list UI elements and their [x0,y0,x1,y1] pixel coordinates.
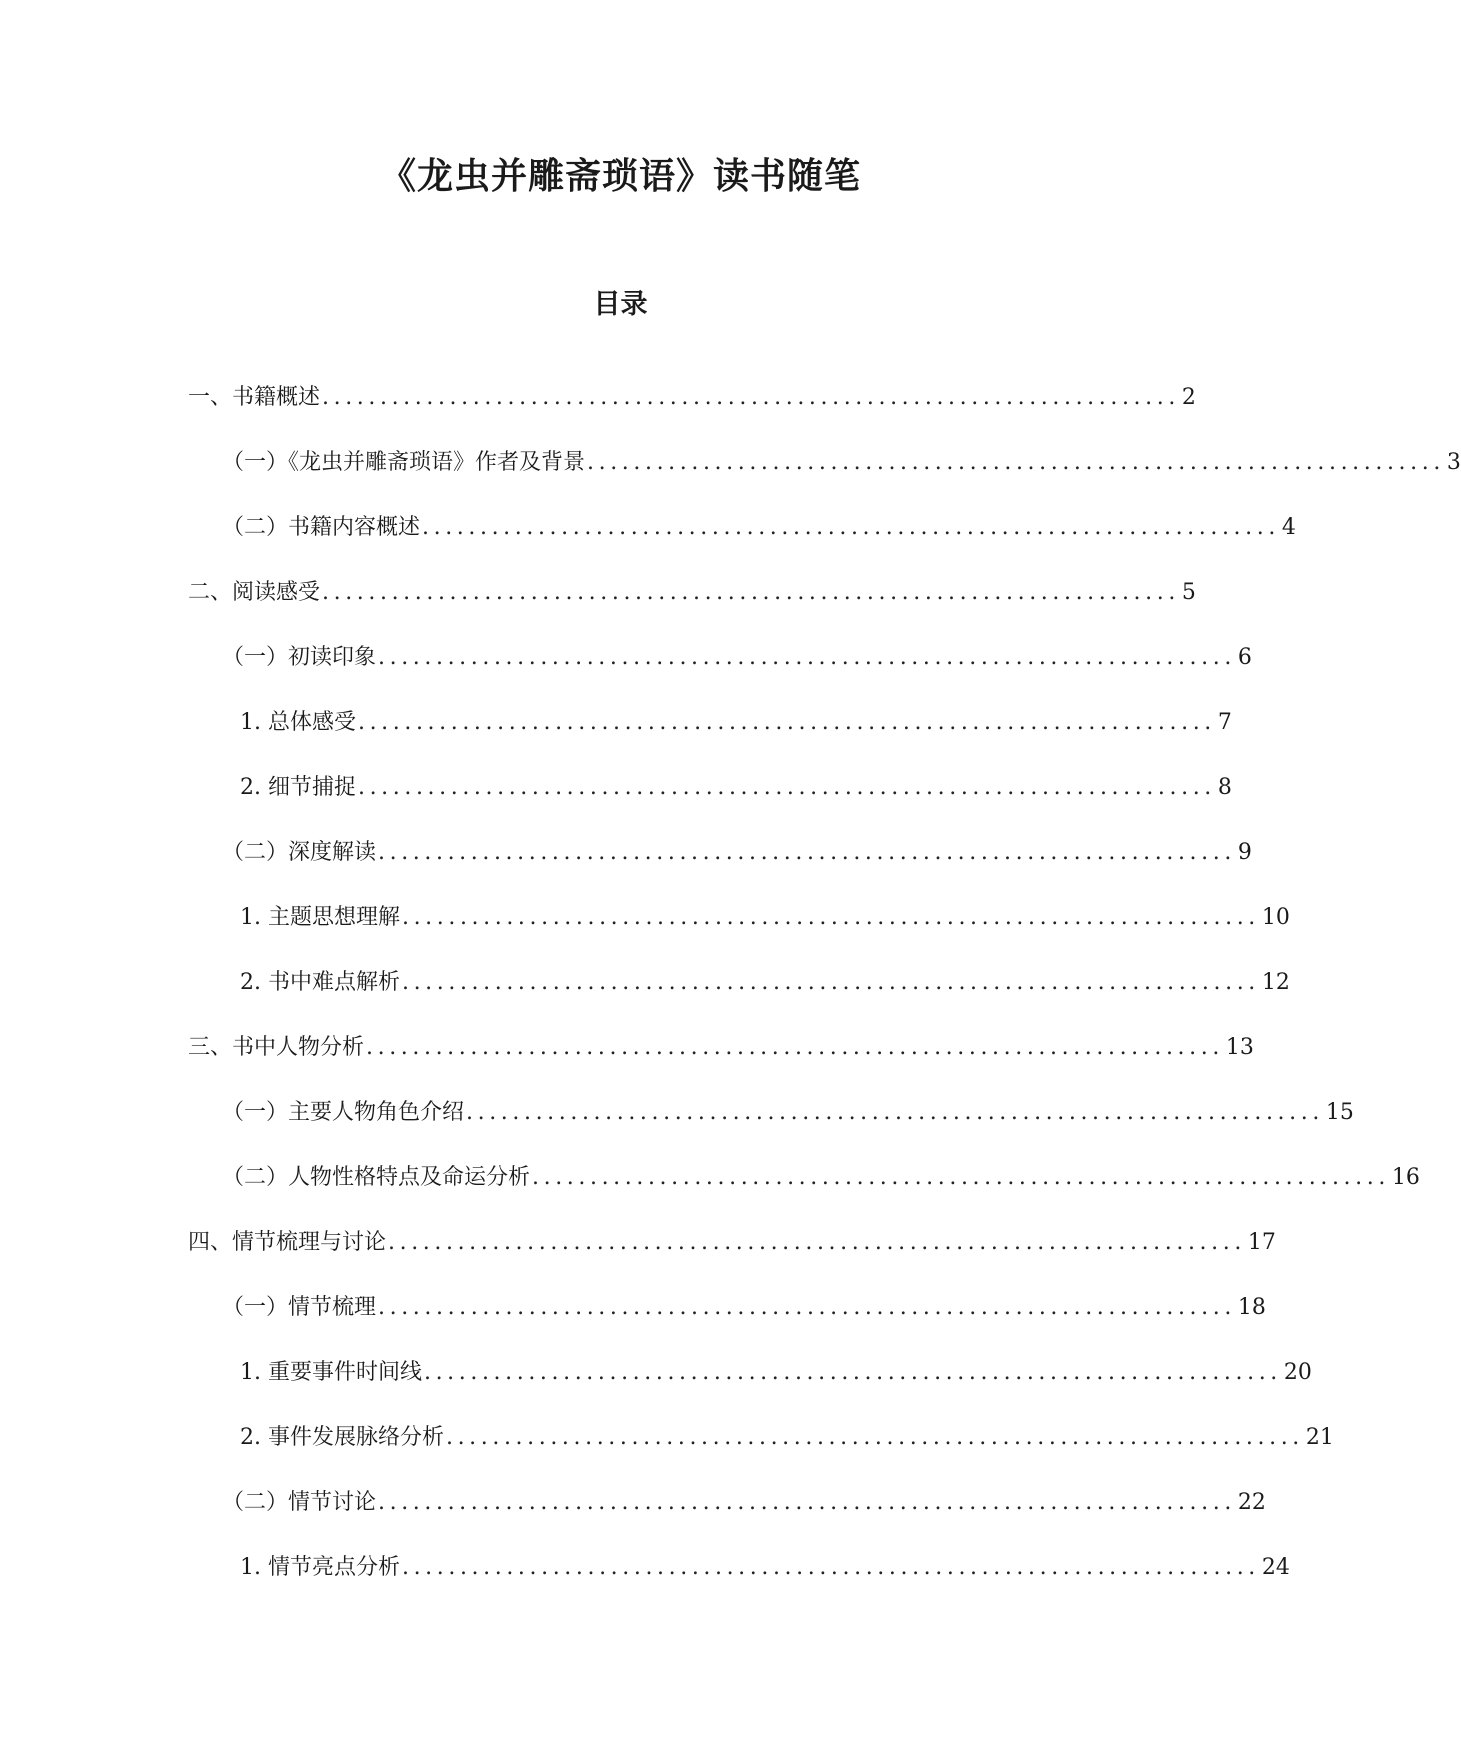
toc-entry[interactable] [240,902,1290,934]
toc-entry-label: 2. 书中难点解析 [240,970,400,995]
toc-entry-label: 三、书中人物分析 [188,1035,365,1060]
toc-leader-dots: .......................................................................... [322,580,1180,605]
toc-page-number: 17 [1247,1230,1276,1255]
toc-page-number: 7 [1217,710,1232,735]
toc-page-number: 21 [1305,1425,1334,1450]
toc-leader-dots: .......................................................................... [422,515,1280,540]
toc-entry-label: （一）初读印象 [222,645,377,670]
toc-page-number: 22 [1237,1490,1266,1515]
toc-entry[interactable] [240,1552,1290,1584]
toc-entry-label: 2. 细节捕捉 [240,775,356,800]
toc-entry-label: 2. 事件发展脉络分析 [240,1425,444,1450]
toc-entry-label: 1. 重要事件时间线 [240,1360,422,1385]
toc-entry-label: （二）深度解读 [222,840,377,865]
toc-entry[interactable] [222,1487,1266,1519]
toc-leader-dots: .......................................................................... [378,840,1236,865]
document-title: 《龙虫并雕斋琐语》读书随笔 [379,155,861,197]
toc-entry[interactable] [222,1292,1266,1324]
toc-page-number: 5 [1181,580,1196,605]
toc-leader-dots: .......................................................................... [366,1035,1224,1060]
toc-page-number: 16 [1391,1165,1420,1190]
toc-entry-label: （二）书籍内容概述 [222,515,421,540]
toc-entry[interactable] [188,1227,1276,1259]
toc-entry-label: 二、阅读感受 [188,580,321,605]
toc-page-number: 6 [1237,645,1252,670]
toc-page-number: 15 [1325,1100,1354,1125]
toc-leader-dots: .......................................................................... [378,1295,1236,1320]
toc-page-number: 8 [1217,775,1232,800]
toc-entry[interactable] [222,1162,1420,1194]
toc-leader-dots: .......................................................................... [401,905,1260,930]
toc-entry[interactable] [222,1097,1354,1129]
toc-heading: 目录 [593,289,648,320]
toc-page-number: 3 [1446,450,1461,475]
toc-entry[interactable] [240,707,1232,739]
toc-entry[interactable] [240,772,1232,804]
toc-leader-dots: .......................................................................... [357,775,1216,800]
toc-entry-label: （一）情节梳理 [222,1295,377,1320]
toc-page-number: 10 [1261,905,1290,930]
toc-entry[interactable] [222,837,1252,869]
toc-entry-label: 1. 情节亮点分析 [240,1555,400,1580]
toc-leader-dots: .......................................................................... [378,1490,1236,1515]
toc-leader-dots: .......................................................................... [378,645,1236,670]
toc-page-number: 4 [1281,515,1296,540]
toc-leader-dots: .......................................................................... [388,1230,1246,1255]
toc-entry-label: 1. 主题思想理解 [240,905,400,930]
toc-entry-label: （二）情节讨论 [222,1490,377,1515]
toc-page-number: 13 [1225,1035,1254,1060]
toc-entry[interactable] [222,642,1252,674]
toc-entry[interactable] [188,577,1196,609]
toc-page-number: 20 [1283,1360,1312,1385]
toc-leader-dots: .......................................................................... [322,385,1180,410]
toc-entry-label: （一）主要人物角色介绍 [222,1100,465,1125]
toc-entry-label: 四、情节梳理与讨论 [188,1230,387,1255]
toc-page-number: 9 [1237,840,1252,865]
toc-leader-dots: .......................................................................... [357,710,1216,735]
toc-leader-dots: .......................................................................... [587,450,1445,475]
toc-entry[interactable] [188,1032,1254,1064]
toc-entry-label: （二）人物性格特点及命运分析 [222,1165,531,1190]
toc-entry[interactable] [240,967,1290,999]
toc-entry[interactable] [222,447,1461,479]
toc-leader-dots: .......................................................................... [401,1555,1260,1580]
toc-page-number: 24 [1261,1555,1290,1580]
toc-entry[interactable] [188,382,1196,414]
toc-page-number: 12 [1261,970,1290,995]
toc-entry-label: （一）《龙虫并雕斋琐语》作者及背景 [222,450,586,475]
toc-entry-label: 1. 总体感受 [240,710,356,735]
toc-entry[interactable] [240,1357,1312,1389]
toc-leader-dots: .......................................................................... [401,970,1260,995]
toc-leader-dots: .......................................................................... [445,1425,1304,1450]
toc-leader-dots: .......................................................................... [466,1100,1324,1125]
toc-page-number: 2 [1181,385,1196,410]
toc-entry[interactable] [222,512,1296,544]
toc-entry[interactable] [240,1422,1334,1454]
toc-page-number: 18 [1237,1295,1266,1320]
toc-entry-label: 一、书籍概述 [188,385,321,410]
toc-leader-dots: .......................................................................... [423,1360,1282,1385]
toc-leader-dots: .......................................................................... [532,1165,1390,1190]
